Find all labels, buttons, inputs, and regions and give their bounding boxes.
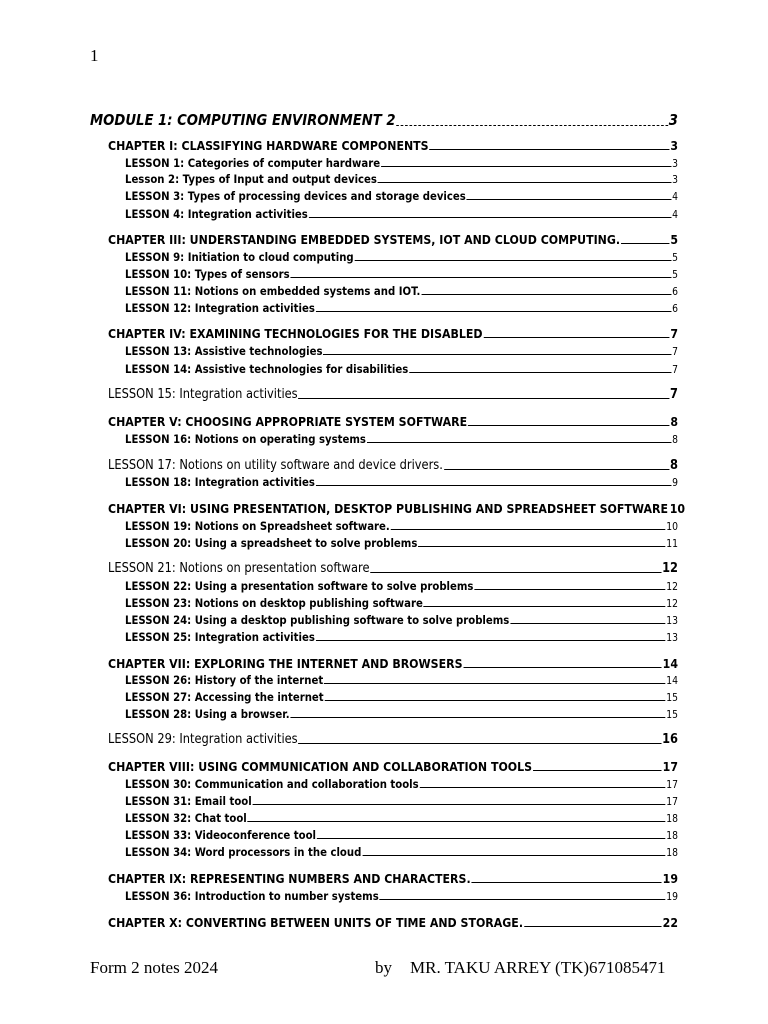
- toc-leader-line: [367, 442, 671, 443]
- toc-entry-lesson[interactable]: [125, 777, 678, 791]
- toc-leader-line: [316, 311, 671, 312]
- toc-entry-page: 3: [672, 158, 678, 170]
- toc-leader-line: [355, 260, 672, 261]
- toc-entry-lesson[interactable]: [125, 707, 678, 721]
- toc-entry-page: 16: [662, 732, 678, 747]
- toc-entry-title: LESSON 23: Notions on desktop publishing software: [125, 596, 423, 610]
- toc-entry-chapter[interactable]: [108, 326, 678, 341]
- toc-entry-title: LESSON 19: Notions on Spreadsheet software.: [125, 519, 390, 533]
- toc-entry-lesson[interactable]: [125, 845, 678, 859]
- toc-leader-line: [621, 243, 669, 244]
- toc-entry-lesson[interactable]: [125, 344, 678, 358]
- toc-entry-title: CHAPTER IV: EXAMINING TECHNOLOGIES FOR THE DISABLED: [108, 326, 483, 341]
- toc-entry-page: 8: [670, 414, 678, 429]
- toc-entry-page: 17: [666, 779, 678, 791]
- toc-entry-page: 12: [662, 561, 678, 576]
- toc-leader-line: [483, 337, 669, 338]
- toc-entry-title: CHAPTER I: CLASSIFYING HARDWARE COMPONENTS: [108, 138, 429, 153]
- toc-entry-page: 17: [666, 796, 678, 808]
- toc-leader-line: [472, 882, 662, 883]
- toc-leader-line: [391, 529, 666, 530]
- toc-leader-line: [309, 217, 672, 218]
- toc-leader-line: [290, 717, 665, 718]
- toc-entry-title: LESSON 31: Email tool: [125, 794, 252, 808]
- toc-entry-lesson[interactable]: [125, 828, 678, 842]
- toc-entry-chapter[interactable]: [108, 759, 678, 774]
- toc-entry-page: 5: [672, 252, 678, 264]
- toc-entry-page: 8: [672, 434, 678, 446]
- toc-entry-page: 7: [672, 364, 678, 376]
- toc-leader-line: [324, 700, 665, 701]
- toc-entry-title: LESSON 9: Initiation to cloud computing: [125, 250, 354, 264]
- toc-entry-lesson[interactable]: [125, 630, 678, 644]
- toc-leader-line: [421, 294, 671, 295]
- toc-entry-title: CHAPTER III: UNDERSTANDING EMBEDDED SYSTEMS, IOT AND CLOUD COMPUTING.: [108, 232, 621, 247]
- toc-entry-title: LESSON 32: Chat tool: [125, 811, 247, 825]
- toc-entry-title: CHAPTER VII: EXPLORING THE INTERNET AND BROWSERS: [108, 656, 463, 671]
- toc-entry-page: 11: [666, 538, 678, 550]
- toc-leader-line: [409, 372, 671, 373]
- toc-entry-page: 6: [672, 303, 678, 315]
- toc-entry-lesson-top[interactable]: [108, 732, 678, 747]
- toc-entry-lesson[interactable]: [125, 301, 678, 315]
- toc-entry-lesson[interactable]: [125, 172, 678, 186]
- toc-entry-title: LESSON 10: Types of sensors: [125, 267, 290, 281]
- toc-entry-title: LESSON 3: Types of processing devices and storage devices: [125, 189, 466, 203]
- toc-leader-line: [463, 667, 661, 668]
- toc-entry-page: 10: [666, 521, 678, 533]
- toc-entry-chapter[interactable]: [108, 232, 678, 247]
- toc-entry-title: CHAPTER IX: REPRESENTING NUMBERS AND CHARACTERS.: [108, 871, 471, 886]
- toc-leader-line: [299, 743, 662, 744]
- toc-entry-lesson[interactable]: [125, 613, 678, 627]
- toc-entry-title: LESSON 18: Integration activities: [125, 475, 315, 489]
- toc-leader-line: [474, 589, 665, 590]
- toc-entry-chapter[interactable]: [108, 915, 678, 930]
- toc-entry-title: LESSON 34: Word processors in the cloud: [125, 845, 362, 859]
- toc-entry-title: LESSON 15: Integration activities: [108, 387, 298, 402]
- toc-entry-title: CHAPTER VIII: USING COMMUNICATION AND COLLABORATION TOOLS: [108, 759, 533, 774]
- toc-entry-lesson[interactable]: [125, 432, 678, 446]
- toc-entry-page: 3: [670, 138, 678, 153]
- toc-entry-title: LESSON 13: Assistive technologies: [125, 344, 323, 358]
- toc-entry-title: LESSON 25: Integration activities: [125, 630, 315, 644]
- toc-leader-line: [418, 546, 665, 547]
- toc-leader-line: [510, 623, 665, 624]
- toc-entry-title: CHAPTER X: CONVERTING BETWEEN UNITS OF TIME AND STORAGE.: [108, 915, 524, 930]
- toc-entry-lesson[interactable]: [125, 536, 678, 550]
- toc-entry-title: LESSON 29: Integration activities: [108, 732, 298, 747]
- toc-entry-page: 17: [662, 759, 678, 774]
- toc-entry-lesson[interactable]: [125, 596, 678, 610]
- toc-entry-lesson[interactable]: [125, 690, 678, 704]
- toc-leader-line: [324, 683, 665, 684]
- toc-entry-title: LESSON 33: Videoconference tool: [125, 828, 317, 842]
- toc-leader-line: [370, 572, 661, 573]
- toc-entry-title: LESSON 22: Using a presentation software to solve problems: [125, 579, 474, 593]
- toc-leader-line: [362, 855, 665, 856]
- toc-entry-page: 19: [662, 871, 678, 886]
- footer-by-label: by: [375, 958, 392, 977]
- toc-entry-page: 12: [666, 581, 678, 593]
- toc-entry-title: MODULE 1: COMPUTING ENVIRONMENT 2: [90, 111, 396, 129]
- toc-entry-title: LESSON 14: Assistive technologies for disabilities: [125, 362, 409, 376]
- footer-author: MR. TAKU ARREY (TK)671085471: [410, 958, 666, 977]
- toc-leader-line: [248, 821, 666, 822]
- toc-leader-line: [381, 166, 671, 167]
- toc-entry-chapter[interactable]: [108, 138, 678, 153]
- toc-entry-title: LESSON 30: Communication and collaboration tools: [125, 777, 419, 791]
- toc-leader-line: [378, 182, 671, 183]
- toc-entry-page: 5: [670, 232, 678, 247]
- toc-entry-title: LESSON 36: Introduction to number systems: [125, 889, 379, 903]
- toc-entry-lesson[interactable]: [125, 189, 678, 203]
- toc-entry-title: LESSON 27: Accessing the internet: [125, 690, 324, 704]
- toc-entry-page: 15: [666, 709, 678, 721]
- toc-entry-title: LESSON 12: Integration activities: [125, 301, 315, 315]
- toc-entry-chapter[interactable]: [108, 501, 686, 516]
- toc-entry-page: 18: [666, 813, 678, 825]
- toc-entry-page: 6: [672, 286, 678, 298]
- toc-entry-lesson[interactable]: [125, 811, 678, 825]
- toc-entry-title: LESSON 16: Notions on operating systems: [125, 432, 366, 446]
- toc-entry-page: 3: [672, 174, 678, 186]
- toc-entry-title: CHAPTER VI: USING PRESENTATION, DESKTOP PUBLISHING AND SPREADSHEET SOFTWARE: [108, 501, 668, 516]
- toc-entry-lesson[interactable]: [125, 889, 678, 903]
- toc-entry-title: LESSON 21: Notions on presentation software: [108, 561, 370, 576]
- toc-entry-lesson[interactable]: [125, 579, 678, 593]
- toc-entry-page: 14: [666, 675, 678, 687]
- toc-entry-page: 14: [662, 656, 678, 671]
- toc-entry-title: LESSON 11: Notions on embedded systems and IOT.: [125, 284, 421, 298]
- toc-leader-line: [253, 804, 666, 805]
- toc-entry-title: CHAPTER V: CHOOSING APPROPRIATE SYSTEM SOFTWARE: [108, 414, 468, 429]
- toc-entry-page: 18: [666, 847, 678, 859]
- toc-entry-chapter[interactable]: [108, 656, 678, 671]
- toc-entry-lesson[interactable]: [125, 284, 678, 298]
- toc-leader-line: [467, 199, 672, 200]
- toc-entry-lesson[interactable]: [125, 673, 678, 687]
- toc-leader-line: [396, 125, 667, 126]
- toc-entry-title: LESSON 17: Notions on utility software and device drivers.: [108, 458, 443, 473]
- toc-entry-module[interactable]: [90, 111, 678, 129]
- toc-entry-page: 18: [666, 830, 678, 842]
- toc-entry-title: LESSON 20: Using a spreadsheet to solve problems: [125, 536, 418, 550]
- toc-leader-line: [291, 277, 672, 278]
- toc-entry-page: 7: [670, 326, 678, 341]
- toc-entry-page: 10: [669, 501, 686, 516]
- toc-leader-line: [380, 899, 666, 900]
- page-number: 1: [90, 46, 99, 65]
- toc-entry-page: 13: [666, 615, 678, 627]
- toc-entry-title: LESSON 4: Integration activities: [125, 207, 308, 221]
- toc-entry-page: 4: [672, 191, 678, 203]
- toc-entry-page: 13: [666, 632, 678, 644]
- toc-entry-page: 5: [672, 269, 678, 281]
- toc-entry-title: LESSON 26: History of the internet: [125, 673, 324, 687]
- toc-entry-lesson[interactable]: [125, 156, 678, 170]
- toc-entry-lesson[interactable]: [125, 267, 678, 281]
- toc-leader-line: [524, 926, 662, 927]
- toc-entry-lesson-top[interactable]: [108, 561, 678, 576]
- toc-entry-lesson[interactable]: [125, 519, 678, 533]
- toc-entry-title: LESSON 1: Categories of computer hardware: [125, 156, 381, 170]
- toc-entry-page: 8: [670, 458, 678, 473]
- toc-leader-line: [468, 425, 669, 426]
- toc-leader-line: [444, 469, 669, 470]
- toc-entry-page: 3: [668, 111, 678, 129]
- toc-entry-lesson[interactable]: [125, 250, 678, 264]
- footer-course-label: Form 2 notes 2024: [90, 958, 218, 977]
- toc-entry-lesson[interactable]: [125, 794, 678, 808]
- toc-entry-title: LESSON 28: Using a browser.: [125, 707, 290, 721]
- toc-entry-page: 22: [662, 915, 678, 930]
- toc-entry-chapter[interactable]: [108, 414, 678, 429]
- toc-entry-lesson-top[interactable]: [108, 458, 678, 473]
- toc-leader-line: [424, 606, 666, 607]
- toc-leader-line: [420, 787, 666, 788]
- toc-leader-line: [317, 838, 665, 839]
- toc-leader-line: [429, 149, 669, 150]
- toc-entry-page: 9: [672, 477, 678, 489]
- toc-entry-lesson-top[interactable]: [108, 387, 678, 402]
- toc-entry-page: 19: [666, 891, 678, 903]
- toc-entry-page: 7: [672, 346, 678, 358]
- toc-leader-line: [533, 770, 662, 771]
- toc-entry-lesson[interactable]: [125, 475, 678, 489]
- toc-leader-line: [316, 485, 671, 486]
- toc-entry-title: LESSON 24: Using a desktop publishing software to solve problems: [125, 613, 510, 627]
- toc-entry-chapter[interactable]: [108, 871, 678, 886]
- toc-entry-title: Lesson 2: Types of Input and output devices: [125, 172, 377, 186]
- toc-entry-page: 4: [672, 209, 678, 221]
- toc-entry-page: 12: [666, 598, 678, 610]
- toc-entry-lesson[interactable]: [125, 362, 678, 376]
- toc-entry-lesson[interactable]: [125, 207, 678, 221]
- toc-entry-page: 7: [670, 387, 678, 402]
- toc-leader-line: [316, 640, 666, 641]
- toc-entry-page: 15: [666, 692, 678, 704]
- toc-leader-line: [299, 398, 670, 399]
- toc-leader-line: [323, 354, 671, 355]
